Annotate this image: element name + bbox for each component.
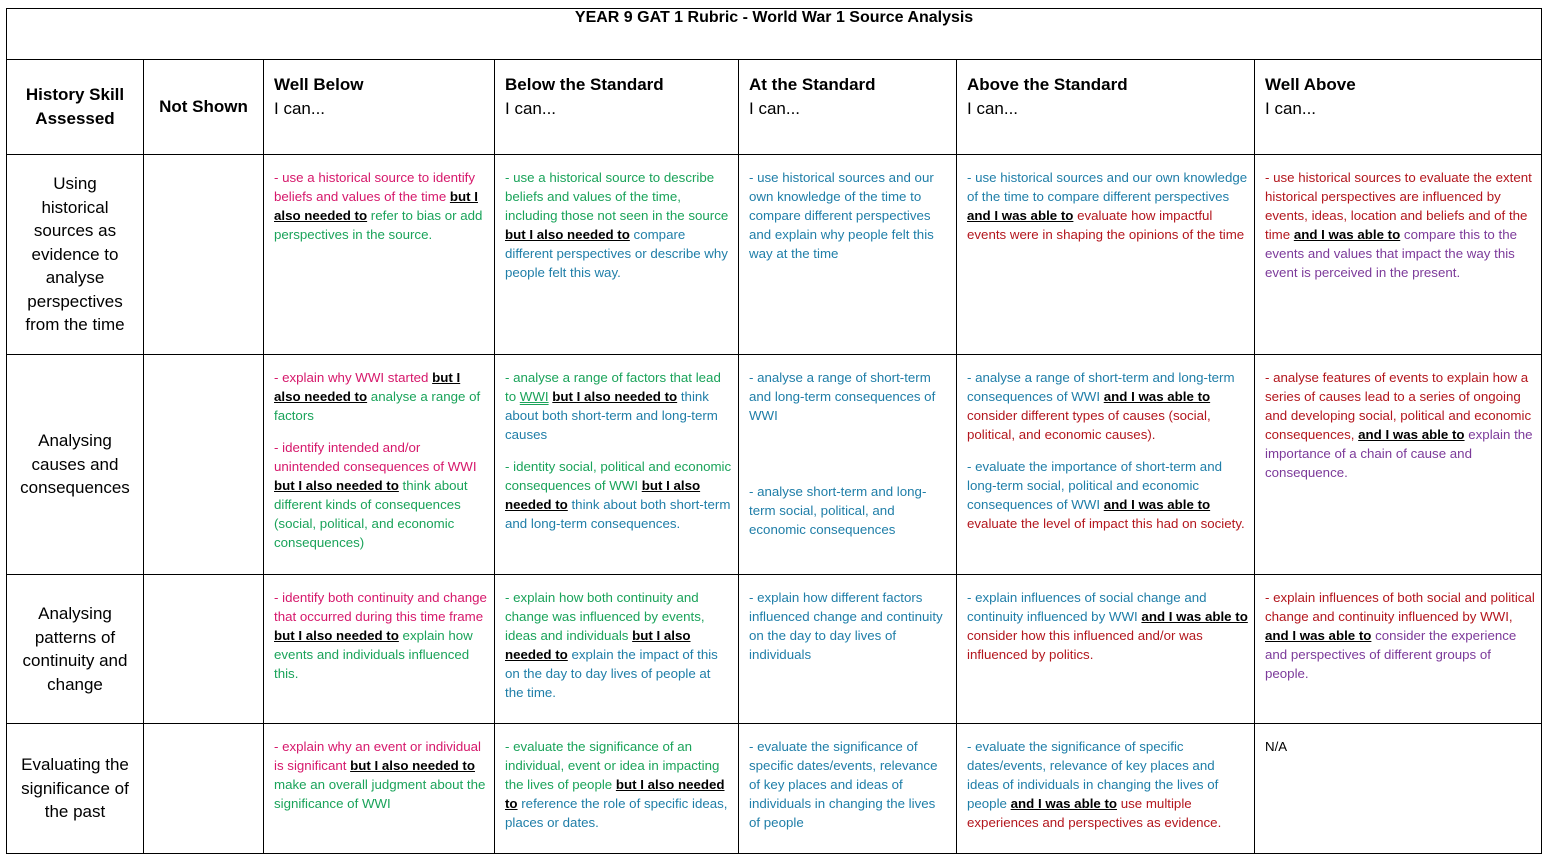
descriptor-below-standard: - explain how both continuity and change was influenced by events, ideas and individuals but I also needed to explain the impact of this on the day to day lives of people at the time.	[495, 575, 739, 724]
header-above-standard: Above the Standard I can...	[957, 60, 1255, 155]
descriptor-above-standard: - explain influences of social change and continuity influenced by WWI and I was able to consider how this influenced and/or was influenced by politics.	[957, 575, 1255, 724]
descriptor-at-standard: - explain how different factors influenced change and continuity on the day to day lives of individuals	[739, 575, 957, 724]
descriptor-at-standard: - use historical sources and our own knowledge of the time to compare different perspectives and explain why people felt this way at the time	[739, 155, 957, 355]
rubric-title: YEAR 9 GAT 1 Rubric - World War 1 Source Analysis	[7, 9, 1542, 60]
table-row	[7, 355, 1542, 575]
skill-label: Analysing causes and consequences	[7, 355, 144, 575]
descriptor-well-below: - explain why WWI started but I also needed to analyse a range of factors - identify intended and/or unintended consequences of WWI but I also needed to think about different kinds of consequences (social, political, and economic consequences)	[264, 355, 495, 575]
table-row	[7, 724, 1542, 854]
descriptor-at-standard: - evaluate the significance of specific dates/events, relevance of key places and ideas of individuals in changing the lives of people	[739, 724, 957, 854]
header-history-skill: History Skill Assessed	[7, 60, 144, 155]
descriptor-well-above: N/A	[1255, 724, 1542, 854]
descriptor-well-above: - use historical sources to evaluate the extent historical perspectives are influenced by events, ideas, location and beliefs and of the time and I was able to compare this to the events and values that impact the way this event is perceived in the present.	[1255, 155, 1542, 355]
table-row	[7, 575, 1542, 724]
descriptor-well-below: - use a historical source to identify beliefs and values of the time but I also needed to refer to bias or add perspectives in the source.	[264, 155, 495, 355]
header-at-standard: At the Standard I can...	[739, 60, 957, 155]
descriptor-below-standard: - evaluate the significance of an individual, event or idea in impacting the lives of people but I also needed to reference the role of specific ideas, places or dates.	[495, 724, 739, 854]
descriptor-well-below: - explain why an event or individual is significant but I also needed to make an overall judgment about the significance of WWI	[264, 724, 495, 854]
descriptor-above-standard: - analyse a range of short-term and long-term consequences of WWI and I was able to consider different types of causes (social, political, and economic causes). - evaluate the importance of short-term and long-term social, political and economic consequences of WWI and I was able to evaluate the level of impact this had on society.	[957, 355, 1255, 575]
header-below-standard: Below the Standard I can...	[495, 60, 739, 155]
descriptor-well-above: - analyse features of events to explain how a series of causes lead to a series of ongoing and developing social, political and economic consequences, and I was able to explain the importance of a chain of cause and consequence.	[1255, 355, 1542, 575]
table-row	[7, 155, 1542, 355]
rubric-table	[6, 8, 1542, 854]
descriptor-below-standard: - use a historical source to describe beliefs and values of the time, including those not seen in the source but I also needed to compare different perspectives or describe why people felt this way.	[495, 155, 739, 355]
not-shown-cell	[144, 155, 264, 355]
skill-label: Using historical sources as evidence to analyse perspectives from the time	[7, 155, 144, 355]
descriptor-well-below: - identify both continuity and change that occurred during this time frame but I also needed to explain how events and individuals influenced this.	[264, 575, 495, 724]
header-well-above: Well Above I can...	[1255, 60, 1542, 155]
descriptor-above-standard: - use historical sources and our own knowledge of the time to compare different perspectives and I was able to evaluate how impactful events were in shaping the opinions of the time	[957, 155, 1255, 355]
header-not-shown: Not Shown	[144, 60, 264, 155]
skill-label: Evaluating the significance of the past	[7, 724, 144, 854]
descriptor-below-standard: - analyse a range of factors that lead to WWI but I also needed to think about both short-term and long-term causes - identity social, political and economic consequences of WWI but I also needed to think about both short-term and long-term consequences.	[495, 355, 739, 575]
skill-label: Analysing patterns of continuity and change	[7, 575, 144, 724]
not-shown-cell	[144, 724, 264, 854]
descriptor-well-above: - explain influences of both social and political change and continuity influenced by WWI, and I was able to consider the experience and perspectives of different groups of people.	[1255, 575, 1542, 724]
descriptor-above-standard: - evaluate the significance of specific dates/events, relevance of key places and ideas of individuals in changing the lives of people and I was able to use multiple experiences and perspectives as evidence.	[957, 724, 1255, 854]
header-well-below: Well Below I can...	[264, 60, 495, 155]
descriptor-at-standard: - analyse a range of short-term and long-term consequences of WWI - analyse short-term and long-term social, political, and economic consequences	[739, 355, 957, 575]
not-shown-cell	[144, 575, 264, 724]
not-shown-cell	[144, 355, 264, 575]
